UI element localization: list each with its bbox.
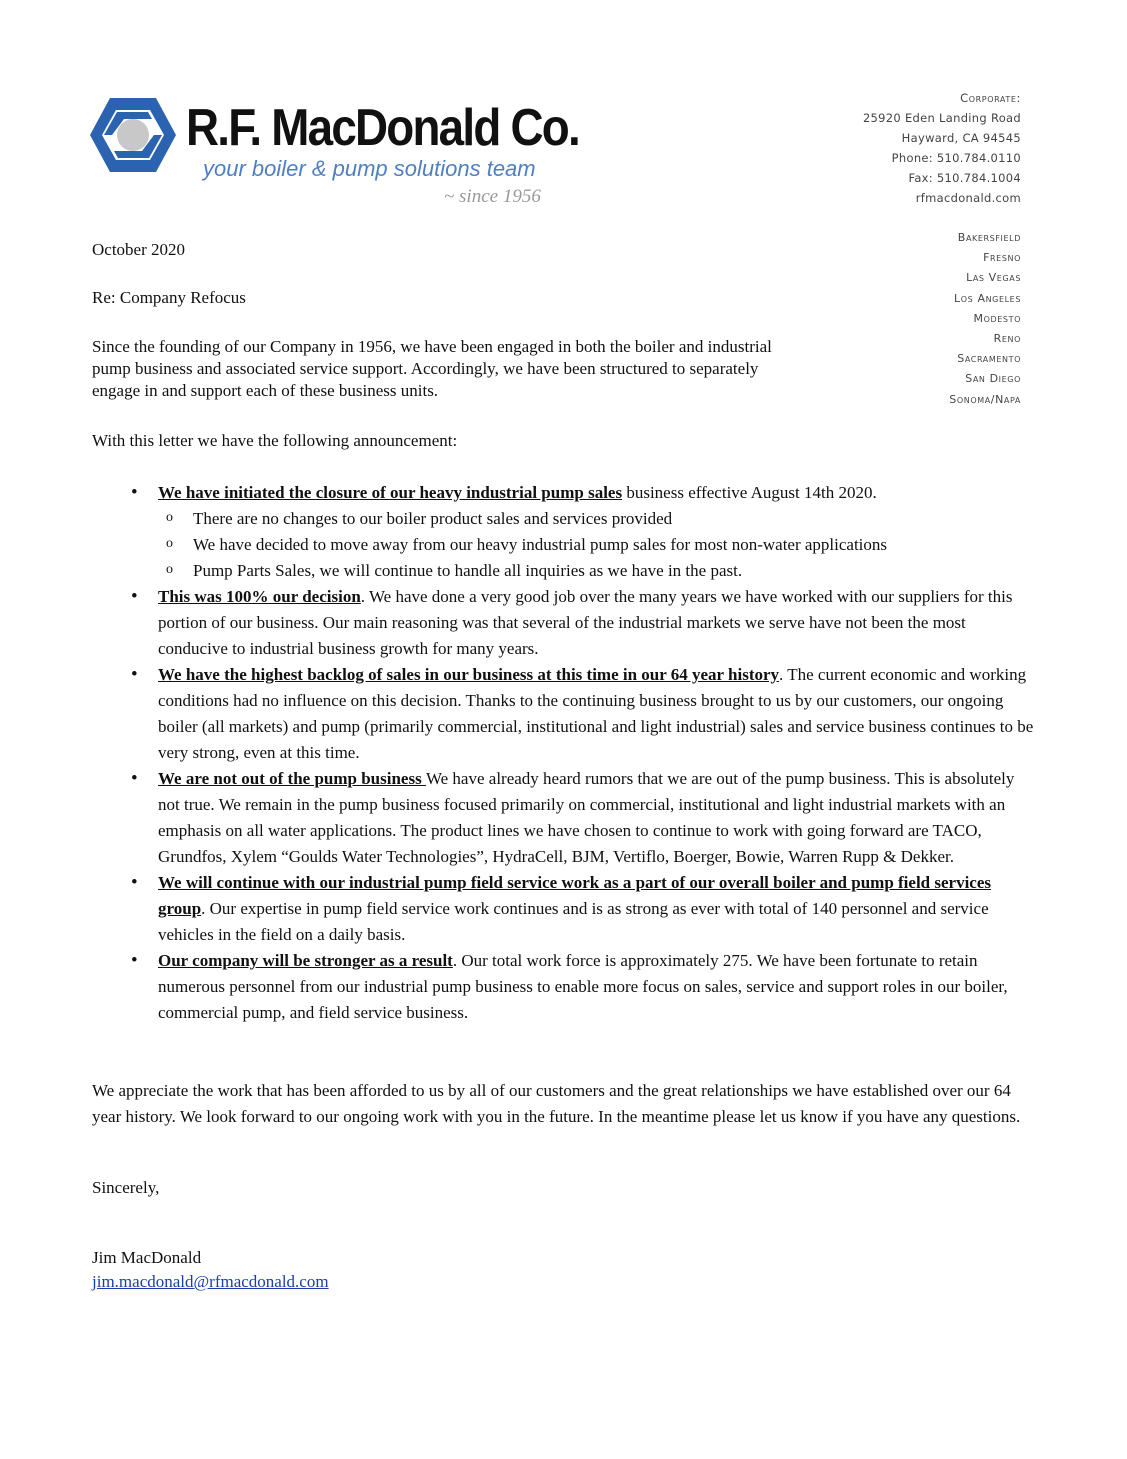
bullet-item — [120, 948, 1035, 1026]
address-line2: Hayward, CA 94545 — [901, 131, 1021, 145]
bullet-text: . Our total work force is approximately 275. We have been fortunate to retain numerous personnel from our industrial pump business to enable more focus on sales, service and support roles in our boiler, commercial pump, and field service business. — [158, 951, 1008, 1022]
phone-number: Phone: 510.784.0110 — [891, 151, 1021, 165]
bullet-heading: We have initiated the closure of our heavy industrial pump sales — [158, 483, 623, 502]
company-tagline: your boiler & pump solutions team — [203, 156, 536, 181]
bullet-text: . We have done a very good job over the many years we have worked with our suppliers for this portion of our business. Our main reasoning was that several of the industrial markets we serve have not been the most conducive to industrial business growth for many years. — [158, 587, 1013, 658]
office-locations — [821, 228, 1021, 410]
fax-number: Fax: 510.784.1004 — [908, 171, 1021, 185]
sub-bullet-item: o Pump Parts Sales, we will continue to handle all inquiries as we have in the past. — [120, 558, 1035, 584]
office-item: Las Vegas — [966, 271, 1021, 285]
announcement-list — [120, 480, 1035, 1026]
bullet-heading: We have the highest backlog of sales in our business at this time in our 64 year history — [158, 665, 780, 684]
office-item: Los Angeles — [954, 291, 1021, 305]
address-line1: 25920 Eden Landing Road — [862, 111, 1021, 125]
bullet-heading: We will continue with our industrial pump field service work as a part of our overall boiler and pump field services group — [158, 873, 992, 918]
bullet-text: We have already heard rumors that we are out of the pump business. This is absolutely not true. We remain in the pump business focused primarily on commercial, institutional and light industrial markets with an emphasis on all water applications. The product lines we have chosen to continue to work with going forward are TACO, Grundfos, Xylem “Goulds Water Technologies”, HydraCell, BJM, Vertiflo, Boerger, Bowie, Warren Rupp & Dekker. — [158, 769, 1015, 866]
sub-bullet-item: o We have decided to move away from our heavy industrial pump sales for most non-water applications — [120, 532, 1035, 558]
office-item: Sacramento — [957, 352, 1021, 366]
announcement-lead: With this letter we have the following announcement: — [92, 431, 458, 450]
sign-off: Sincerely, — [92, 1178, 160, 1197]
office-item: Reno — [993, 332, 1021, 346]
intro-paragraph: Since the founding of our Company in 1956, we have been engaged in both the boiler and industrial pump business and associated service support. Accordingly, we have been structured to separately engage in and support each of these business units. — [92, 337, 772, 400]
bullet-item — [120, 480, 1035, 506]
bullet-heading: This was 100% our decision — [158, 587, 361, 606]
bullet-item — [120, 766, 1035, 870]
office-item: Modesto — [973, 311, 1021, 325]
office-item: Bakersfield — [957, 231, 1021, 244]
company-logo — [90, 96, 590, 216]
signer-name: Jim MacDonald — [92, 1248, 202, 1267]
closing-paragraph: We appreciate the work that has been afforded to us by all of our customers and the great relationships we have established over our 64 year history. We look forward to our ongoing work with you in the future. In the meantime please let us know if you have any questions. — [92, 1081, 1021, 1126]
sub-bullet-item: o There are no changes to our boiler product sales and services provided — [120, 506, 1035, 532]
company-name: R.F. MacDonald Co. — [186, 99, 579, 157]
letter-date: October 2020 — [92, 240, 186, 259]
office-item: San Diego — [965, 372, 1021, 386]
bullet-text: . The current economic and working conditions had no influence on this decision. Thanks to the continuing business brought to us by our customers, our ongoing boiler (all markets) and pump (primarily commercial, institutional and light industrial) sales and service business continues to be very strong, even at this time. — [158, 665, 1034, 762]
bullet-item — [120, 584, 1035, 662]
company-since: ~ since 1956 — [444, 186, 541, 207]
corporate-address-block — [801, 88, 1021, 208]
bullet-text: . Our expertise in pump field service work continues and is as strong as ever with total of 140 personnel and service vehicles in the field on a daily basis. — [158, 899, 989, 944]
hex-nut-logo-icon — [90, 96, 176, 174]
bullet-text: business effective August 14th 2020. — [622, 483, 877, 502]
website: rfmacdonald.com — [915, 191, 1021, 205]
bullet-heading: We are not out of the pump business — [158, 769, 426, 788]
bullet-item — [120, 870, 1035, 948]
corporate-label: Corporate: — [960, 91, 1021, 105]
letter-subject: Re: Company Refocus — [92, 288, 246, 307]
bullet-heading: Our company will be stronger as a result — [158, 951, 453, 970]
office-item: Sonoma/Napa — [949, 392, 1021, 406]
office-item: Fresno — [983, 251, 1021, 265]
signer-email-link[interactable]: jim.macdonald@rfmacdonald.com — [92, 1272, 329, 1291]
bullet-item — [120, 662, 1035, 766]
